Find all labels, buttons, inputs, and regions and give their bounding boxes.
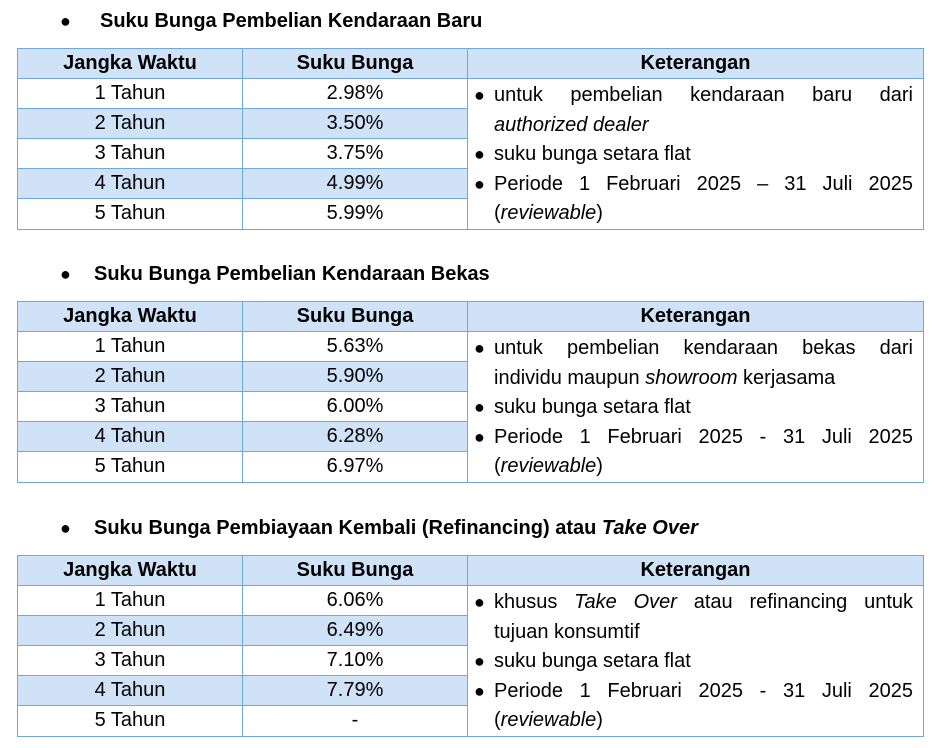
section-title: Suku Bunga Pembelian Kendaraan Bekas [94, 263, 490, 285]
rate-table [17, 301, 924, 483]
header-notes: Keterangan [468, 49, 924, 79]
note-text: Periode 1 Februari 2025 - 31 Juli 2025 [494, 425, 913, 448]
note-item [474, 140, 913, 170]
term-cell: 5 Tahun [18, 706, 243, 736]
term-cell: 4 Tahun [18, 422, 243, 452]
bullet-icon: ● [474, 85, 485, 105]
header-notes: Keterangan [468, 556, 924, 586]
term-cell: 4 Tahun [18, 676, 243, 706]
note-item: ● Periode 1 Februari 2025 - 31 Juli 2025 (reviewable) [494, 677, 913, 736]
bullet-icon: ● [474, 173, 485, 194]
bullet-icon: ● [474, 397, 485, 417]
header-term: Jangka Waktu [18, 302, 243, 332]
bullet-icon: ● [474, 338, 485, 358]
bullet-icon: ● [60, 264, 71, 284]
table-header-row [18, 302, 924, 332]
note-text: suku bunga setara flat [494, 396, 691, 418]
note-text-italic: showroom [645, 366, 738, 389]
note-item [474, 81, 913, 140]
note-item: ● Periode 1 Februari 2025 - 31 Juli 2025 (reviewable) [494, 423, 913, 482]
note-item: ● Periode 1 Februari 2025 – 31 Juli 2025 (reviewable) [494, 170, 913, 229]
note-text: kerjasama [743, 366, 836, 389]
note-text: khusus [494, 591, 558, 613]
note-item [474, 393, 913, 423]
term-cell: 3 Tahun [18, 646, 243, 676]
note-text: Periode 1 Februari 2025 - 31 Juli 2025 [494, 679, 913, 702]
table-header-row [18, 49, 924, 79]
bullet-icon: ● [474, 426, 485, 447]
rate-cell: 6.49% [243, 616, 468, 646]
term-cell: 2 Tahun [18, 362, 243, 392]
note-text: Periode 1 Februari 2025 – 31 Juli 2025 [494, 172, 913, 195]
table-row [18, 586, 924, 616]
table-row [18, 332, 924, 362]
term-cell: 5 Tahun [18, 199, 243, 229]
term-cell: 2 Tahun [18, 109, 243, 139]
note-text-italic: Take Over [574, 591, 677, 613]
section-title: Suku Bunga Pembelian Kendaraan Baru [100, 10, 483, 32]
term-cell: 5 Tahun [18, 452, 243, 482]
section-heading [0, 6, 944, 36]
term-cell: 3 Tahun [18, 139, 243, 169]
header-notes: Keterangan [468, 302, 924, 332]
rate-cell: 5.63% [243, 332, 468, 362]
note-text-italic: authorized dealer [494, 113, 649, 136]
rate-cell: 6.06% [243, 586, 468, 616]
note-text: individu maupun [494, 366, 640, 389]
notes-cell [468, 79, 924, 230]
notes-cell [468, 332, 924, 483]
rate-table [17, 555, 924, 737]
header-rate: Suku Bunga [243, 49, 468, 79]
term-cell: 3 Tahun [18, 392, 243, 422]
header-term: Jangka Waktu [18, 556, 243, 586]
rate-cell: 6.00% [243, 392, 468, 422]
note-item [474, 334, 913, 393]
table-header-row [18, 556, 924, 586]
rate-cell: 5.99% [243, 199, 468, 229]
header-term: Jangka Waktu [18, 49, 243, 79]
section-title [94, 513, 698, 543]
note-text-italic: reviewable [500, 455, 597, 477]
note-text: tujuan konsumtif [494, 620, 640, 643]
bullet-icon: ● [60, 518, 71, 538]
rate-cell: 6.97% [243, 452, 468, 482]
rate-cell: 2.98% [243, 79, 468, 109]
rate-cell: 4.99% [243, 169, 468, 199]
rate-cell: 3.50% [243, 109, 468, 139]
bullet-icon: ● [474, 651, 485, 671]
bullet-icon: ● [474, 592, 485, 612]
section-heading [0, 259, 944, 289]
rate-cell: 7.79% [243, 676, 468, 706]
term-cell: 2 Tahun [18, 616, 243, 646]
note-text: untuk pembelian kendaraan bekas dari [494, 337, 913, 359]
rate-cell: 5.90% [243, 362, 468, 392]
note-text-italic: reviewable [500, 202, 597, 224]
header-rate: Suku Bunga [243, 302, 468, 332]
rate-cell: - [243, 706, 468, 736]
note-item [474, 647, 913, 677]
rate-cell: 7.10% [243, 646, 468, 676]
bullet-icon: ● [474, 144, 485, 164]
note-item [474, 588, 914, 647]
section-title-text: Suku Bunga Pembiayaan Kembali (Refinancing) atau [94, 517, 597, 539]
rate-cell: 6.28% [243, 422, 468, 452]
bullet-icon: ● [60, 11, 71, 31]
notes-cell [468, 586, 924, 737]
note-text-italic: reviewable [500, 709, 597, 731]
note-text: suku bunga setara flat [494, 143, 691, 165]
term-cell: 1 Tahun [18, 332, 243, 362]
rate-table [17, 48, 924, 230]
header-rate: Suku Bunga [243, 556, 468, 586]
term-cell: 4 Tahun [18, 169, 243, 199]
note-text: atau refinancing untuk [693, 591, 914, 613]
note-text: untuk pembelian kendaraan baru dari [494, 84, 913, 106]
term-cell: 1 Tahun [18, 586, 243, 616]
rate-cell: 3.75% [243, 139, 468, 169]
term-cell: 1 Tahun [18, 79, 243, 109]
section-title-italic: Take Over [601, 517, 698, 539]
bullet-icon: ● [474, 680, 485, 701]
note-text: suku bunga setara flat [494, 650, 691, 672]
section-heading [0, 513, 944, 543]
table-row [18, 79, 924, 109]
